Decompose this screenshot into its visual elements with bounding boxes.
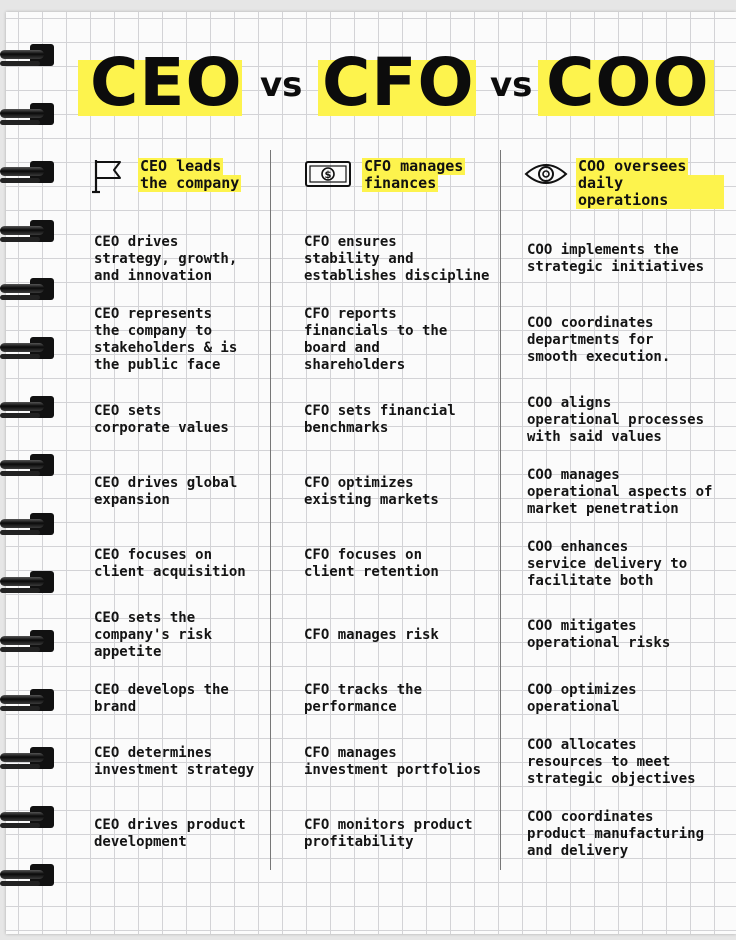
cfo-item: CFO sets financial benchmarks (304, 403, 456, 436)
spiral-ring (0, 567, 56, 597)
ceo-item: CEO drives product development (94, 817, 246, 850)
coo-header-line: COO oversees (578, 157, 687, 175)
coo-item: COO coordinates product manufacturing and delivery (527, 809, 705, 859)
spiral-ring (0, 743, 56, 773)
ceo-item: CEO drives strategy, growth, and innovation (94, 234, 238, 284)
coo-item: COO coordinates departments for smooth execution. (527, 315, 671, 365)
ceo-item: CEO develops the brand (94, 682, 229, 715)
coo-item: COO aligns operational processes with said values (527, 395, 705, 445)
coo-item: COO mitigates operational risks (527, 618, 671, 651)
coo-item: COO enhances service delivery to facilitate both (527, 539, 688, 589)
coo-header-line: daily operations (576, 175, 724, 209)
ceo-item: CEO drives global expansion (94, 475, 238, 508)
coo-item: COO allocates resources to meet strategic objectives (527, 737, 696, 787)
coo-item: COO manages operational aspects of market penetration (527, 467, 713, 517)
cfo-item: CFO monitors product profitability (304, 817, 473, 850)
spiral-ring (0, 802, 56, 832)
ceo-item: CEO sets the company's risk appetite (94, 610, 213, 660)
spiral-ring (0, 40, 56, 70)
spiral-ring (0, 216, 56, 246)
svg-text:$: $ (324, 170, 332, 181)
ceo-item: CEO sets corporate values (94, 403, 229, 436)
ceo-header-line: the company (140, 174, 240, 192)
cfo-header-line: CFO manages (364, 157, 464, 175)
title-coo: COO (546, 44, 710, 121)
title-vs: vs (490, 65, 533, 105)
column-divider (270, 150, 271, 870)
spiral-ring (0, 274, 56, 304)
title-cfo: CFO (322, 44, 475, 121)
spiral-ring (0, 99, 56, 129)
coo-item: COO optimizes operational (527, 682, 637, 715)
cfo-item: CFO optimizes existing markets (304, 475, 439, 508)
cfo-item: CFO manages investment portfolios (304, 745, 482, 778)
spiral-ring (0, 333, 56, 363)
cfo-header (304, 156, 494, 198)
cfo-item: CFO ensures stability and establishes discipline (304, 234, 490, 284)
column-divider (500, 150, 501, 870)
flag-icon (90, 156, 138, 198)
dollar-bill-icon (304, 156, 352, 198)
cfo-item: CFO reports financials to the board and shareholders (304, 306, 448, 373)
ceo-header-line: CEO leads (140, 157, 222, 175)
spiral-ring (0, 626, 56, 656)
spiral-ring (0, 685, 56, 715)
ceo-item: CEO focuses on client acquisition (94, 547, 246, 580)
ceo-header (90, 156, 260, 198)
title-ceo: CEO (90, 44, 243, 121)
spiral-ring (0, 392, 56, 422)
cfo-item: CFO tracks the performance (304, 682, 423, 715)
cfo-item: CFO manages risk (304, 627, 439, 643)
ceo-item: CEO determines investment strategy (94, 745, 255, 778)
eye-icon (524, 156, 572, 198)
spiral-ring (0, 509, 56, 539)
ceo-item: CEO represents the company to stakeholders & is the public face (94, 306, 238, 373)
spiral-ring (0, 157, 56, 187)
coo-item: COO implements the strategic initiatives (527, 242, 705, 275)
cfo-header-line: finances (364, 174, 437, 192)
spiral-ring (0, 860, 56, 890)
coo-header (524, 156, 724, 209)
page-title (56, 38, 736, 128)
title-vs: vs (260, 65, 303, 105)
spiral-ring (0, 450, 56, 480)
cfo-item: CFO focuses on client retention (304, 547, 439, 580)
